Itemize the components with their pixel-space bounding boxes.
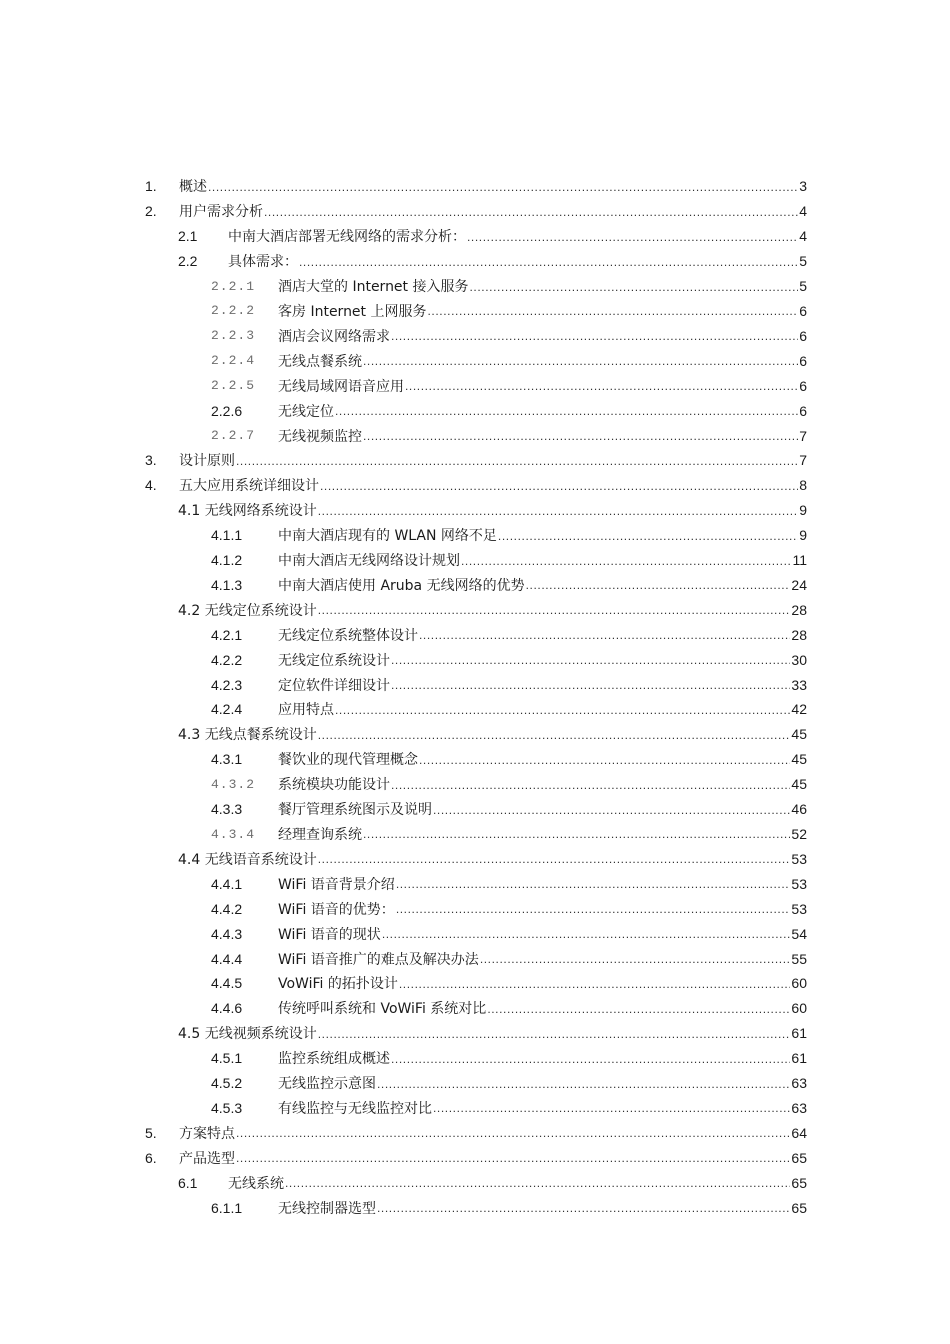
toc-entry[interactable] <box>145 1046 807 1071</box>
toc-entry-number: 4.4.5 <box>211 975 243 992</box>
toc-entry-title: WiFi 语音的优势： <box>278 901 395 918</box>
toc-entry[interactable] <box>145 573 807 598</box>
toc-dot-leader <box>391 1053 790 1071</box>
toc-entry-title: 五大应用系统详细设计 <box>179 478 319 495</box>
toc-entry-page-number: 53 <box>791 875 807 892</box>
toc-entry-title: WiFi 语音的现状 <box>278 926 381 943</box>
toc-entry-page-number: 6 <box>799 402 807 419</box>
toc-dot-leader <box>363 828 790 846</box>
toc-dot-leader <box>399 978 791 996</box>
toc-dot-leader <box>433 804 790 822</box>
toc-entry-page-number: 28 <box>791 601 807 618</box>
toc-entry-title: 无线监控示意图 <box>278 1076 376 1093</box>
toc-entry[interactable] <box>145 1145 807 1170</box>
toc-entry[interactable] <box>145 722 807 747</box>
toc-entry-number: 4.2.1 <box>211 626 243 643</box>
toc-entry-page-number: 4 <box>799 228 807 245</box>
toc-entry-number: 4.1.3 <box>211 576 243 593</box>
toc-entry-number: 4.4.4 <box>211 950 243 967</box>
toc-entry[interactable] <box>145 672 807 697</box>
toc-entry-title: 设计原则 <box>179 453 235 470</box>
toc-entry-number: 6. <box>145 1149 157 1166</box>
toc-entry-number: 6.1 <box>178 1174 198 1191</box>
toc-dot-leader <box>320 480 798 498</box>
toc-dot-leader <box>405 380 798 398</box>
toc-entry-page-number: 45 <box>791 776 807 793</box>
toc-entry-page-number: 55 <box>791 950 807 967</box>
toc-entry-title: 4.1 无线网络系统设计 <box>178 503 317 520</box>
toc-dot-leader <box>498 530 798 548</box>
toc-entry-title: 中南大酒店使用 Aruba 无线网络的优势 <box>278 577 525 594</box>
toc-entry[interactable] <box>145 274 807 299</box>
toc-entry-title: 无线定位系统整体设计 <box>278 627 418 644</box>
toc-entry[interactable] <box>145 299 807 324</box>
toc-entry-page-number: 9 <box>799 527 807 544</box>
toc-entry-page-number: 7 <box>799 452 807 469</box>
toc-dot-leader <box>318 505 798 523</box>
toc-entry-page-number: 45 <box>791 751 807 768</box>
toc-entry[interactable] <box>145 772 807 797</box>
toc-entry-title: 酒店会议网络需求 <box>278 328 390 345</box>
toc-entry-number: 4.4.3 <box>211 925 243 942</box>
toc-entry-number: 4.3.4 <box>211 826 256 842</box>
toc-entry-title: 产品选型 <box>179 1150 235 1167</box>
toc-dot-leader <box>363 355 798 373</box>
toc-dot-leader <box>470 281 799 299</box>
toc-entry-page-number: 42 <box>791 701 807 718</box>
toc-entry-page-number: 6 <box>799 377 807 394</box>
toc-entry-number: 2.2.3 <box>211 328 256 344</box>
toc-entry-title: 定位软件详细设计 <box>278 677 390 694</box>
toc-entry[interactable] <box>145 523 807 548</box>
toc-entry-number: 2.2 <box>178 253 198 270</box>
toc-dot-leader <box>335 704 790 722</box>
toc-entry-page-number: 65 <box>791 1199 807 1216</box>
toc-dot-leader <box>236 1127 790 1145</box>
toc-dot-leader <box>236 455 798 473</box>
toc-entry-title: 无线控制器选型 <box>278 1200 376 1217</box>
toc-entry-page-number: 61 <box>791 1025 807 1042</box>
toc-entry[interactable] <box>145 896 807 921</box>
toc-entry-page-number: 63 <box>791 1099 807 1116</box>
toc-entry-number: 4.1.2 <box>211 552 243 569</box>
toc-entry-title: 餐厅管理系统图示及说明 <box>278 802 432 819</box>
toc-entry[interactable] <box>145 996 807 1021</box>
toc-entry-number: 4.2.3 <box>211 676 243 693</box>
toc-entry-title: 无线系统 <box>228 1175 284 1192</box>
toc-entry-title: 概述 <box>179 179 207 196</box>
toc-entry[interactable] <box>145 1021 807 1046</box>
toc-entry-title: WiFi 语音推广的难点及解决办法 <box>278 951 479 968</box>
toc-dot-leader <box>299 256 798 274</box>
toc-dot-leader <box>382 928 791 946</box>
toc-entry-title: 餐饮业的现代管理概念 <box>278 752 418 769</box>
toc-entry-title: 无线定位 <box>278 403 334 420</box>
toc-dot-leader <box>396 878 791 896</box>
toc-entry-title: 酒店大堂的 Internet 接入服务 <box>278 279 469 296</box>
toc-entry-title: 4.3 无线点餐系统设计 <box>178 727 317 744</box>
toc-entry-number: 4.4.6 <box>211 1000 243 1017</box>
toc-entry-page-number: 53 <box>791 850 807 867</box>
toc-entry-page-number: 52 <box>791 826 807 843</box>
toc-entry-page-number: 6 <box>799 352 807 369</box>
toc-entry-title: 经理查询系统 <box>278 827 362 844</box>
toc-dot-leader <box>487 1003 790 1021</box>
toc-entry[interactable] <box>145 871 807 896</box>
toc-entry[interactable] <box>145 597 807 622</box>
toc-entry[interactable] <box>145 224 807 249</box>
toc-entry-title: 系统模块功能设计 <box>278 777 390 794</box>
toc-entry[interactable] <box>145 647 807 672</box>
toc-entry-page-number: 61 <box>791 1050 807 1067</box>
toc-entry[interactable] <box>145 622 807 647</box>
toc-entry-title: 用户需求分析 <box>179 204 263 221</box>
toc-dot-leader <box>433 1102 790 1120</box>
toc-dot-leader <box>396 903 791 921</box>
toc-dot-leader <box>285 1177 790 1195</box>
toc-entry[interactable] <box>145 697 807 722</box>
toc-entry-number: 4.3.2 <box>211 776 256 792</box>
toc-dot-leader <box>391 330 798 348</box>
toc-entry[interactable] <box>145 846 807 871</box>
toc-entry-number: 2.2.4 <box>211 353 256 369</box>
toc-entry[interactable] <box>145 1170 807 1195</box>
toc-entry-page-number: 24 <box>791 576 807 593</box>
toc-entry-title: 方案特点 <box>179 1125 235 1142</box>
toc-entry-number: 2.2.2 <box>211 303 256 319</box>
toc-entry-title: 无线局域网语音应用 <box>278 378 404 395</box>
toc-dot-leader <box>264 206 798 224</box>
toc-entry-title: 传统呼叫系统和 VoWiFi 系统对比 <box>278 1001 487 1018</box>
toc-entry-title: 有线监控与无线监控对比 <box>278 1100 432 1117</box>
toc-dot-leader <box>335 405 798 423</box>
toc-entry-page-number: 5 <box>799 253 807 270</box>
toc-dot-leader <box>391 679 790 697</box>
toc-entry[interactable] <box>145 1096 807 1121</box>
toc-dot-leader <box>318 604 791 622</box>
toc-dot-leader <box>480 953 791 971</box>
toc-entry-title: 4.5 无线视频系统设计 <box>178 1026 317 1043</box>
toc-entry-title: 应用特点 <box>278 702 334 719</box>
toc-dot-leader <box>419 754 790 772</box>
toc-entry-page-number: 46 <box>791 801 807 818</box>
toc-entry-title: 无线点餐系统 <box>278 353 362 370</box>
table-of-contents <box>145 174 807 1220</box>
toc-entry-number: 2. <box>145 203 157 220</box>
toc-entry-number: 1. <box>145 178 157 195</box>
toc-dot-leader <box>377 1078 790 1096</box>
toc-entry-number: 2.2.7 <box>211 428 256 444</box>
toc-entry-page-number: 60 <box>791 1000 807 1017</box>
toc-entry[interactable] <box>145 946 807 971</box>
toc-entry[interactable] <box>145 548 807 573</box>
toc-entry-page-number: 6 <box>799 327 807 344</box>
toc-entry[interactable] <box>145 921 807 946</box>
toc-entry-page-number: 53 <box>791 900 807 917</box>
toc-entry-page-number: 9 <box>799 502 807 519</box>
toc-entry-number: 2.2.5 <box>211 378 256 394</box>
toc-entry-number: 4. <box>145 477 157 494</box>
toc-entry-number: 4.5.1 <box>211 1050 243 1067</box>
toc-entry[interactable] <box>145 174 807 199</box>
toc-entry-number: 4.1.1 <box>211 527 243 544</box>
toc-entry[interactable] <box>145 1120 807 1145</box>
toc-entry-page-number: 60 <box>791 975 807 992</box>
toc-entry-page-number: 63 <box>791 1075 807 1092</box>
toc-entry[interactable] <box>145 797 807 822</box>
toc-dot-leader <box>467 231 798 249</box>
toc-entry[interactable] <box>145 373 807 398</box>
toc-entry-number: 4.5.3 <box>211 1099 243 1116</box>
toc-entry-title: VoWiFi 的拓扑设计 <box>278 976 398 993</box>
toc-entry-page-number: 28 <box>791 626 807 643</box>
toc-entry-page-number: 30 <box>791 651 807 668</box>
toc-entry[interactable] <box>145 423 807 448</box>
toc-dot-leader <box>236 1152 790 1170</box>
toc-entry-page-number: 11 <box>792 552 807 569</box>
toc-dot-leader <box>208 181 798 199</box>
toc-entry-page-number: 8 <box>799 477 807 494</box>
toc-dot-leader <box>391 779 790 797</box>
toc-entry[interactable] <box>145 398 807 423</box>
toc-dot-leader <box>377 1202 790 1220</box>
toc-entry-title: 客房 Internet 上网服务 <box>278 303 427 320</box>
toc-entry[interactable] <box>145 448 807 473</box>
toc-entry-number: 6.1.1 <box>211 1199 243 1216</box>
toc-entry-number: 4.5.2 <box>211 1075 243 1092</box>
toc-entry[interactable] <box>145 1071 807 1096</box>
toc-entry[interactable] <box>145 971 807 996</box>
toc-entry-title: 中南大酒店现有的 WLAN 网络不足 <box>278 528 497 545</box>
toc-entry-number: 4.4.1 <box>211 875 243 892</box>
toc-entry-number: 4.3.1 <box>211 751 243 768</box>
toc-entry-page-number: 65 <box>791 1149 807 1166</box>
toc-entry-page-number: 4 <box>799 203 807 220</box>
toc-entry-number: 4.2.4 <box>211 701 243 718</box>
toc-dot-leader <box>526 579 791 597</box>
toc-entry-title: WiFi 语音背景介绍 <box>278 876 395 893</box>
toc-entry[interactable] <box>145 323 807 348</box>
toc-dot-leader <box>419 629 790 647</box>
toc-entry-title: 4.4 无线语音系统设计 <box>178 851 317 868</box>
toc-dot-leader <box>363 430 798 448</box>
toc-entry-page-number: 54 <box>791 925 807 942</box>
toc-dot-leader <box>318 1028 791 1046</box>
toc-entry-number: 2.2.6 <box>211 402 243 419</box>
toc-entry[interactable] <box>145 1195 807 1220</box>
toc-entry-number: 2.2.1 <box>211 278 256 294</box>
toc-entry[interactable] <box>145 348 807 373</box>
toc-entry[interactable] <box>145 249 807 274</box>
toc-dot-leader <box>318 729 791 747</box>
toc-dot-leader <box>318 853 791 871</box>
toc-entry-title: 无线定位系统设计 <box>278 652 390 669</box>
toc-entry-page-number: 7 <box>799 427 807 444</box>
toc-entry-title: 中南大酒店部署无线网络的需求分析： <box>228 229 466 246</box>
toc-entry[interactable] <box>145 473 807 498</box>
toc-entry-title: 具体需求： <box>228 254 298 271</box>
toc-entry-page-number: 65 <box>791 1174 807 1191</box>
toc-entry-number: 4.4.2 <box>211 900 243 917</box>
toc-entry[interactable] <box>145 822 807 847</box>
toc-entry-page-number: 6 <box>799 302 807 319</box>
toc-entry-title: 无线视频监控 <box>278 428 362 445</box>
toc-dot-leader <box>428 305 799 323</box>
toc-entry-title: 中南大酒店无线网络设计规划 <box>278 553 460 570</box>
toc-entry-number: 4.3.3 <box>211 801 243 818</box>
toc-entry-title: 监控系统组成概述 <box>278 1051 390 1068</box>
toc-entry-page-number: 64 <box>791 1124 807 1141</box>
toc-dot-leader <box>461 555 791 573</box>
toc-entry[interactable] <box>145 199 807 224</box>
toc-dot-leader <box>391 654 790 672</box>
toc-entry-page-number: 3 <box>799 178 807 195</box>
toc-entry-title: 4.2 无线定位系统设计 <box>178 602 317 619</box>
toc-entry[interactable] <box>145 498 807 523</box>
toc-entry-number: 2.1 <box>178 228 198 245</box>
toc-entry[interactable] <box>145 747 807 772</box>
toc-entry-number: 3. <box>145 452 157 469</box>
toc-entry-page-number: 5 <box>799 278 807 295</box>
toc-entry-page-number: 45 <box>791 726 807 743</box>
toc-entry-number: 4.2.2 <box>211 651 243 668</box>
toc-entry-page-number: 33 <box>791 676 807 693</box>
toc-entry-number: 5. <box>145 1124 157 1141</box>
